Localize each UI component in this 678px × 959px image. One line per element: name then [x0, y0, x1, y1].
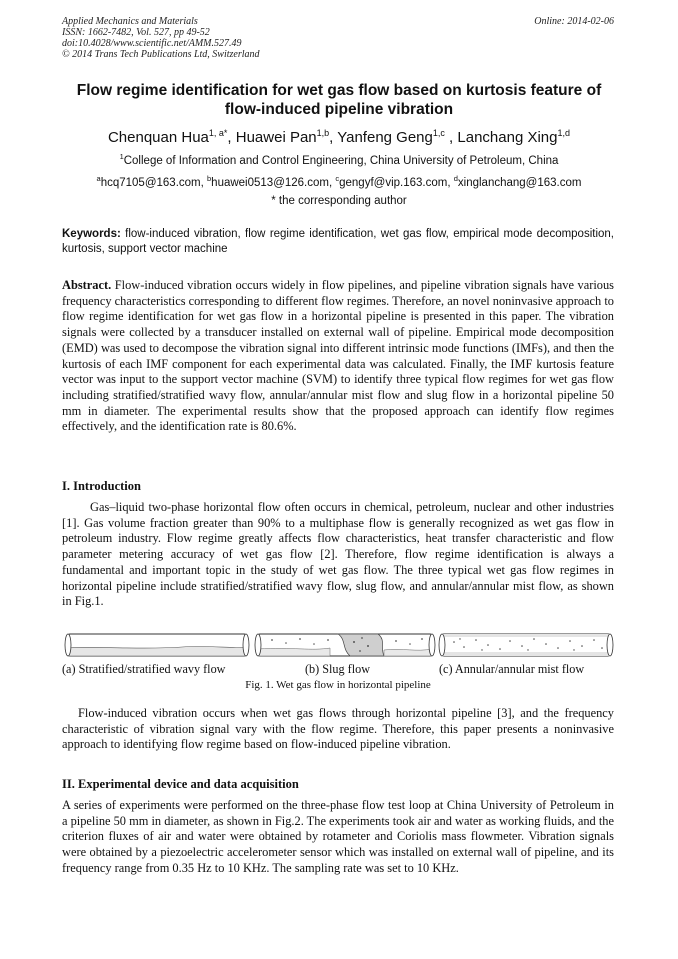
- subcaption-c: (c) Annular/annular mist flow: [439, 662, 585, 676]
- author-list: Chenquan Hua$^{1, a*}$, Huawei Pan$^{1,b}$, Yanfeng Geng$^{1,c}$ , Lanchang Xing$^{1,d}$: [107, 128, 571, 146]
- email-sup: b: [207, 174, 212, 183]
- abstract-text: Flow-induced vibration occurs widely in flow pipelines, and pipeline vibration signals have various frequency characteristics corresponding to different flow regimes. Therefore, an novel noninvasive approach to flow regime identification for wet gas flow in a horizontal pipeline is presented in this paper. The vibration signals were collected by a transducer installed on external wall of pipeline. Empirical mode decomposition (EMD) was used to decompose the vibration signal into different intrinsic mode functions (IMFs), and then the kurtosis of each IMF component for each experimental data was calculated. Finally, the IMF kurtosis feature vector was input to the support vector machine (SVM) to identify three typical flow regimes for wet gas flow including stratified/stratified wavy flow, annular/annular mist flow and slug flow in a horizontal pipeline 50 mm in diameter. The experimental results show that the proposed approach can identify flow regimes effectively, and the identification rate is 80.6%.: [62, 278, 614, 434]
- doi-line: doi:10.4028/www.scientific.net/AMM.527.49: [62, 38, 242, 49]
- copyright-line: © 2014 Trans Tech Publications Ltd, Switzerland: [62, 49, 260, 60]
- slug-pipe: [255, 634, 435, 656]
- affiliation-text: College of Information and Control Engineering, China University of Petroleum, China: [123, 154, 559, 167]
- author-sup: 1, a*: [208, 128, 228, 138]
- author-name: Huawei Pan: [235, 129, 317, 146]
- author-name: Yanfeng Geng: [337, 129, 433, 146]
- keywords-label: Keywords:: [62, 228, 121, 240]
- affiliation: [30, 150, 648, 168]
- email-link[interactable]: hcq7105@163.com: [100, 176, 201, 189]
- journal-header: [62, 16, 260, 60]
- figure-1-subcaptions: [62, 662, 614, 677]
- affiliation-sup: 1: [119, 152, 124, 161]
- paper-title: [50, 81, 628, 119]
- abstract-label: Abstract.: [62, 278, 112, 292]
- corresponding-author-note: * the corresponding author: [271, 195, 407, 207]
- title-line-2: flow-induced pipeline vibration: [224, 101, 454, 118]
- body-paragraph: A series of experiments were performed on the three-phase flow test loop at China University of Petroleum in a pipeline 50 mm in diameter, as shown in Fig.2. The experiments took air and water as working fluids, and the criterion fluxes of air and water were obtained by rotameter and Coriolis mass flowmeter. Vibration signals were obtained by a piezoelectric accelerometer sensor which was installed on external wall of pipeline, and its frequency range from 0.35 Hz to 10 KHz. The sampling rate was set to 10 KHz.: [62, 798, 614, 875]
- issn-line: ISSN: 1662-7482, Vol. 527, pp 49-52: [62, 27, 210, 38]
- email-link[interactable]: gengyf@vip.163.com: [339, 176, 448, 189]
- section-heading-introduction: I. Introduction: [62, 479, 141, 493]
- author-name: Lanchang Xing: [457, 129, 558, 146]
- pipe-diagram: [62, 631, 614, 661]
- abstract: [62, 278, 614, 435]
- intro-paragraph: Gas–liquid two-phase horizontal flow often occurs in chemical, petroleum, nuclear and other industries [1]. Gas volume fraction greater than 90% to a multiphase flow is generally recognized as wet gas flow in petroleum industry. Flow regime greatly affects flow characteristics, heat transfer characteristic and flow parameter metering accuracy of wet gas flow [2]. Therefore, flow regime identification is always a fundamental and important topic in the study of wet gas flow. The three typical wet gas flow regimes in horizontal pipeline include stratified/stratified wavy flow, slug flow, and annular/annular mist flow, as shown in Fig.1.: [62, 500, 614, 609]
- email-link[interactable]: huawei0513@126.com: [211, 176, 329, 189]
- author-sup: 1,c: [432, 128, 445, 138]
- email-sup: a: [96, 174, 101, 183]
- email-list: $^a$hcq7105@163.com, $^b$huawei0513@126.com, $^c$gengyf@vip.163.com, $^d$xinglanchang@163.com: [96, 174, 582, 189]
- keywords-text: flow-induced vibration, flow regime identification, wet gas flow, empirical mode decomposition, kurtosis, support vector machine: [62, 228, 614, 255]
- email-sup: d: [453, 174, 458, 183]
- journal-name: Applied Mechanics and Materials: [62, 16, 198, 27]
- section-heading-experimental: II. Experimental device and data acquisition: [62, 777, 299, 791]
- subcaption-a: (a) Stratified/stratified wavy flow: [62, 662, 226, 676]
- author-name: Chenquan Hua: [107, 129, 209, 146]
- figure-1-caption: Fig. 1. Wet gas flow in horizontal pipeline: [245, 679, 431, 691]
- email-link[interactable]: xinglanchang@163.com: [457, 176, 582, 189]
- stratified-pipe: [65, 634, 249, 656]
- body-paragraph: Flow-induced vibration occurs when wet gas flows through horizontal pipeline [3], and the frequency characteristic of vibration signal vary with the flow regime. Therefore, this paper presents a noninvasive approach to identifying flow regime based on flow-induced pipeline vibration.: [62, 706, 614, 752]
- keywords-block: [62, 227, 614, 257]
- author-sup: 1,d: [557, 128, 571, 138]
- email-sup: c: [335, 174, 340, 183]
- online-date: Online: 2014-02-06: [534, 16, 614, 27]
- title-line-1: Flow regime identification for wet gas flow based on kurtosis feature of: [76, 82, 602, 99]
- author-sup: 1,b: [316, 128, 330, 138]
- figure-1-pipes: [62, 631, 614, 661]
- annular-pipe: [439, 634, 613, 656]
- subcaption-b: (b) Slug flow: [305, 662, 370, 676]
